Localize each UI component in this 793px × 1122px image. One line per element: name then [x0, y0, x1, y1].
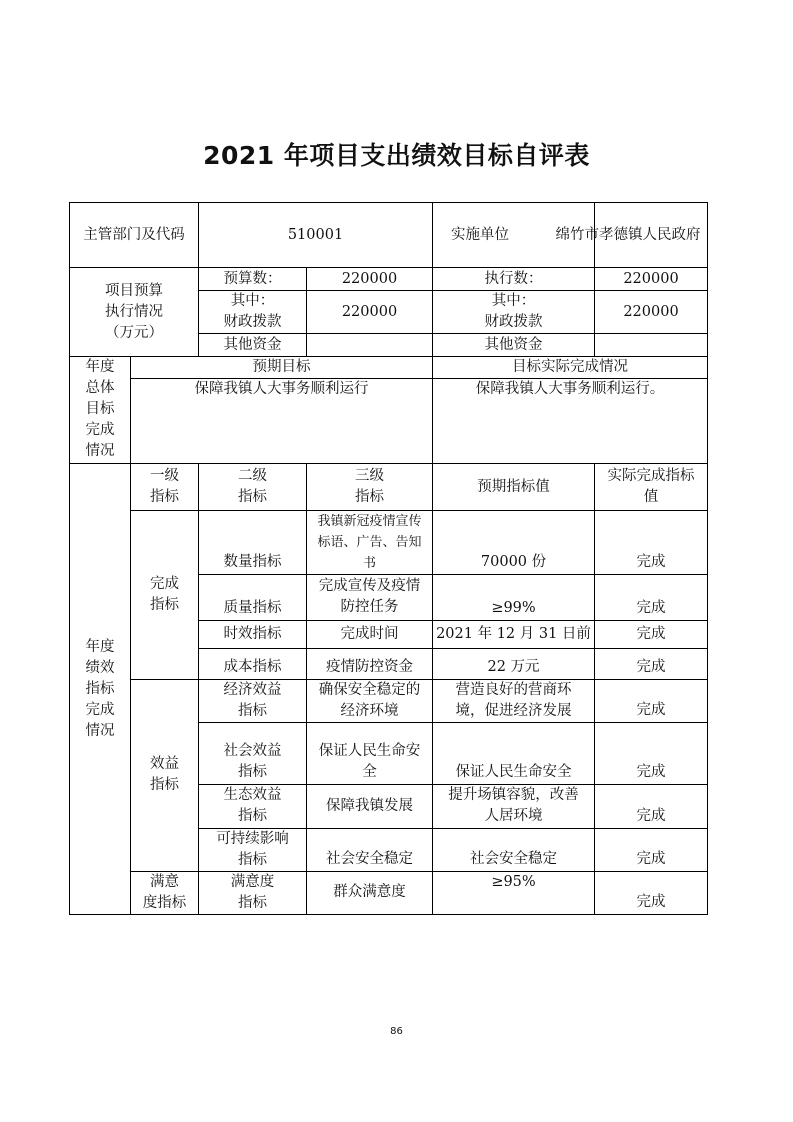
fiscal-exec-value: 220000	[595, 291, 708, 334]
row-level2: 成本指标	[199, 648, 307, 679]
row-actual: 完成	[595, 511, 708, 575]
row-level2: 社会效益 指标	[199, 722, 307, 784]
dept-label: 主管部门及代码	[70, 203, 199, 268]
unit-name	[555, 203, 708, 268]
other-label-budget: 其他资金	[199, 334, 307, 357]
col-actual: 实际完成指标 值	[595, 464, 708, 511]
expected-goal-text: 保障我镇人大事务顺利运行	[131, 379, 433, 464]
dept-code: 510001	[199, 203, 433, 268]
budget-label: 预算数：	[199, 268, 307, 291]
row-expected: 社会安全稳定	[433, 828, 595, 871]
header-row	[70, 203, 708, 268]
row-actual: 完成	[595, 575, 708, 620]
row-expected: 保证人民生命安全	[433, 722, 595, 784]
row-level3: 完成时间	[307, 620, 433, 648]
row-actual: 完成	[595, 620, 708, 648]
indicator-section-label: 年度 绩效 指标 完成 情况	[70, 464, 131, 915]
row-level3: 保障我镇发展	[307, 784, 433, 828]
other-budget-value	[307, 334, 433, 357]
row-expected: 22 万元	[433, 648, 595, 679]
budget-row	[70, 268, 708, 291]
exec-label: 执行数：	[433, 268, 595, 291]
annual-goal-label: 年度 总体 目标 完成 情况	[70, 357, 131, 464]
table-row	[70, 871, 708, 914]
row-level3: 完成宣传及疫情 防控任务	[307, 575, 433, 620]
group-satisfaction: 满意 度指标	[131, 871, 199, 914]
fiscal-label-exec: 其中： 财政拨款	[433, 291, 595, 334]
row-level3: 群众满意度	[307, 871, 433, 914]
row-expected: 营造良好的营商环 境，促进经济发展	[433, 679, 595, 722]
col-expected: 预期指标值	[433, 464, 595, 511]
row-level2: 时效指标	[199, 620, 307, 648]
row-expected: 提升场镇容貌，改善 人居环境	[433, 784, 595, 828]
exec-value: 220000	[595, 268, 708, 291]
page-number: 86	[390, 1026, 403, 1037]
row-level3: 我镇新冠疫情宣传 标语、广告、告知 书	[307, 511, 433, 575]
table-row	[70, 511, 708, 575]
actual-goal-header: 目标实际完成情况	[433, 357, 708, 379]
row-actual: 完成	[595, 679, 708, 722]
fiscal-label-budget: 其中： 财政拨款	[199, 291, 307, 334]
page-title: 2021 年项目支出绩效目标自评表	[203, 141, 590, 170]
row-expected: 70000 份	[433, 511, 595, 575]
annual-goal-content-row	[70, 379, 708, 464]
row-level2: 质量指标	[199, 575, 307, 620]
row-level3: 疫情防控资金	[307, 648, 433, 679]
col-level2: 二级 指标	[199, 464, 307, 511]
row-expected: 2021 年 12 月 31 日前	[433, 620, 595, 648]
row-level3: 确保安全稳定的 经济环境	[307, 679, 433, 722]
row-level2: 生态效益 指标	[199, 784, 307, 828]
row-actual: 完成	[595, 871, 708, 914]
evaluation-table	[69, 202, 708, 915]
row-actual: 完成	[595, 648, 708, 679]
indicator-header-row	[70, 464, 708, 511]
row-level2: 满意度 指标	[199, 871, 307, 914]
expected-goal-header: 预期目标	[131, 357, 433, 379]
annual-goal-header-row	[70, 357, 708, 379]
table-row	[70, 679, 708, 722]
other-exec-value	[595, 334, 708, 357]
budget-value: 220000	[307, 268, 433, 291]
col-level3: 三级 指标	[307, 464, 433, 511]
fiscal-budget-value: 220000	[307, 291, 433, 334]
row-level2: 数量指标	[199, 511, 307, 575]
col-level1: 一级 指标	[131, 464, 199, 511]
row-actual: 完成	[595, 784, 708, 828]
unit-label: 实施单位	[433, 203, 595, 268]
unit-name-text: 绵竹市孝德镇人民政府	[555, 226, 701, 243]
group-completion: 完成 指标	[131, 511, 199, 679]
row-actual: 完成	[595, 828, 708, 871]
budget-section-label: 项目预算 执行情况 （万元）	[70, 268, 199, 357]
other-label-exec: 其他资金	[433, 334, 595, 357]
row-expected: ≥95%	[433, 871, 595, 914]
row-expected: ≥99%	[433, 575, 595, 620]
row-level2: 经济效益 指标	[199, 679, 307, 722]
group-benefit: 效益 指标	[131, 679, 199, 871]
row-actual: 完成	[595, 722, 708, 784]
row-level2: 可持续影响 指标	[199, 828, 307, 871]
actual-goal-text: 保障我镇人大事务顺利运行。	[433, 379, 708, 464]
row-level3: 保证人民生命安 全	[307, 722, 433, 784]
row-level3: 社会安全稳定	[307, 828, 433, 871]
